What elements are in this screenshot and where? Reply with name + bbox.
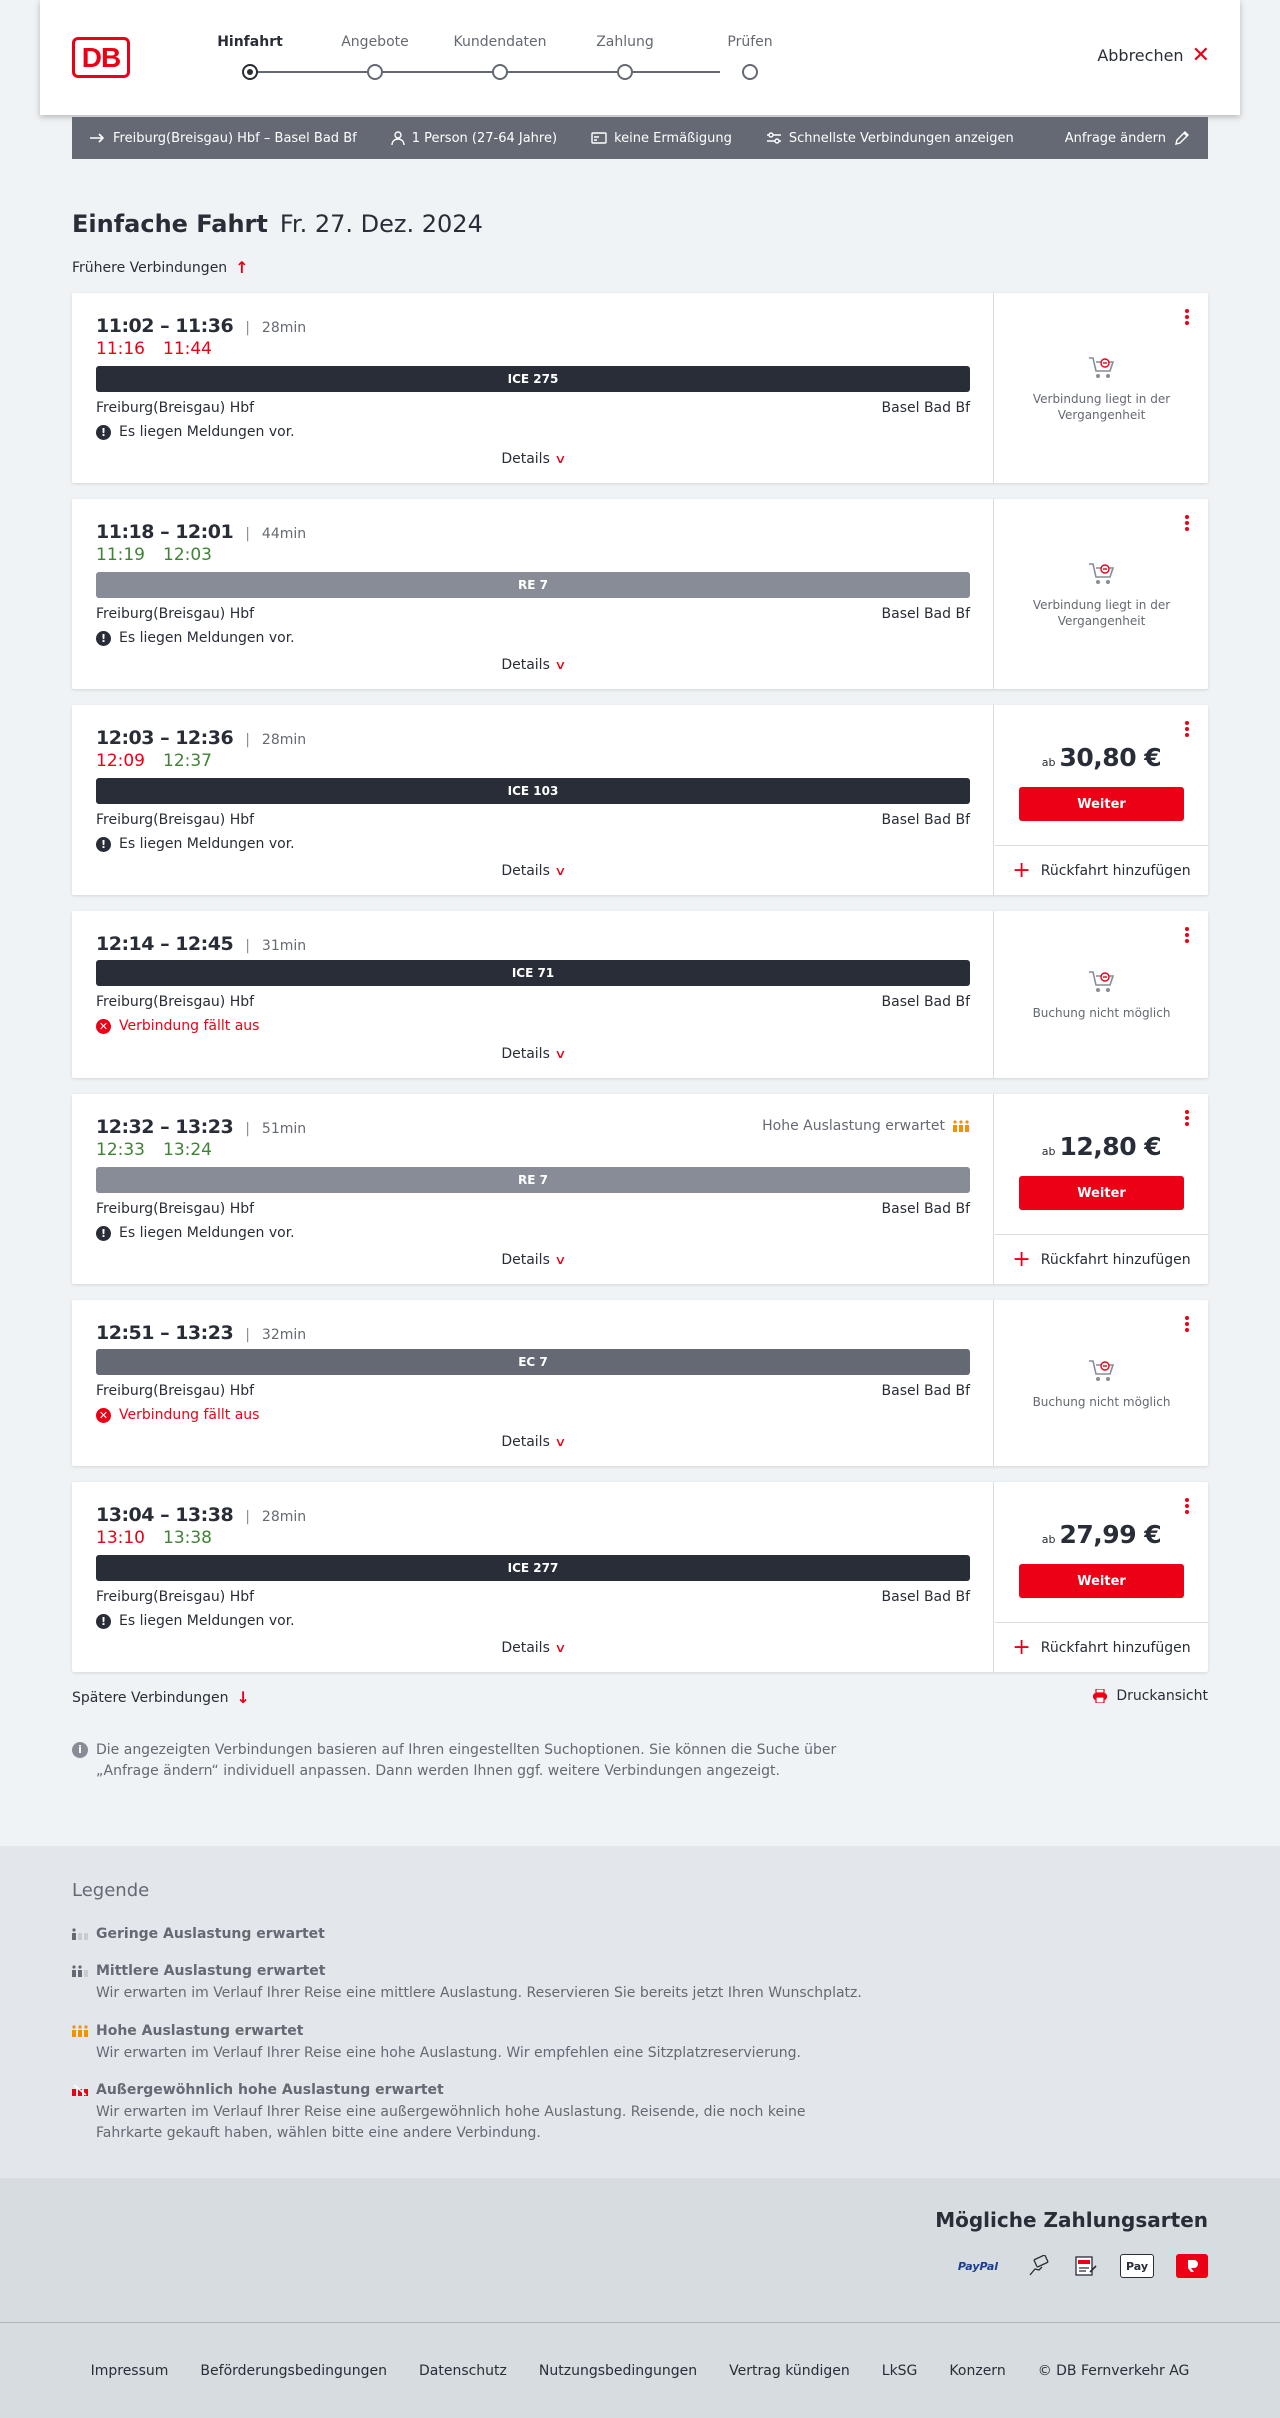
exclamation-icon: ! [96, 631, 111, 646]
edit-label: Anfrage ändern [1064, 130, 1166, 146]
step-dot-active [242, 64, 258, 80]
return-label: Rückfahrt hinzufügen [1040, 862, 1191, 879]
details-toggle[interactable] [72, 863, 994, 879]
offer-panel [995, 499, 1208, 689]
message [96, 836, 295, 852]
connection-times [96, 1322, 306, 1344]
connection-info [72, 499, 994, 689]
details-label: Details [501, 657, 550, 673]
train-bar[interactable]: RE 7 [96, 1167, 970, 1193]
booking-stepper [210, 32, 773, 82]
connection-info [72, 1482, 994, 1672]
to-station: Basel Bad Bf [881, 1383, 970, 1399]
pencil-icon [1174, 130, 1190, 146]
step-kundendaten[interactable] [450, 32, 550, 52]
summary-discount [591, 131, 732, 146]
db-logo[interactable]: DB [72, 37, 130, 78]
cancel-button[interactable] [1097, 42, 1210, 68]
train-bar[interactable]: RE 7 [96, 572, 970, 598]
trip-date: Fr. 27. Dez. 2024 [279, 210, 483, 238]
applepay-icon [1120, 2254, 1154, 2278]
footer-link-befoerderungsbedingungen[interactable]: Beförderungsbedingungen [200, 2362, 387, 2379]
offer-panel [995, 1482, 1208, 1672]
price [995, 743, 1208, 772]
message [96, 1225, 295, 1241]
separator: | [245, 938, 250, 954]
message [96, 1613, 295, 1629]
connection-info [72, 1300, 994, 1466]
arrow-down-icon: ↓ [236, 1688, 250, 1707]
legend-item-desc: Wir erwarten im Verlauf Ihrer Reise eine hohe Auslastung. Wir empfehlen eine Sitzplatzreservierung. [96, 2045, 801, 2061]
later-label: Spätere Verbindungen [72, 1689, 229, 1706]
connection-times [96, 727, 306, 749]
realtime-times [96, 545, 212, 565]
legend-item-medium [72, 1963, 872, 2004]
continue-button[interactable]: Weiter [1019, 1564, 1184, 1598]
details-label: Details [501, 863, 550, 879]
add-return-button[interactable] [995, 1234, 1208, 1284]
price-prefix: ab [1041, 1533, 1056, 1546]
more-options-icon[interactable] [1182, 1496, 1192, 1516]
realtime-departure: 11:16 [96, 339, 145, 359]
details-label: Details [501, 1046, 550, 1062]
step-zahlung[interactable] [575, 32, 675, 52]
realtime-times [96, 751, 212, 771]
message-text: Es liegen Meldungen vor. [119, 630, 295, 646]
connection-times [96, 1504, 306, 1526]
separator: | [245, 1327, 250, 1343]
realtime-arrival: 11:44 [163, 339, 212, 359]
duration: 31min [261, 938, 307, 954]
legend-item-desc: Wir erwarten im Verlauf Ihrer Reise eine außergewöhnlich hohe Auslastung. Reisende, die noch keine Fahrkarte gekauft haben, wählen bitte eine andere Verbindung. [96, 2104, 806, 2141]
connection-info [72, 293, 994, 483]
page-title [72, 210, 483, 238]
to-station: Basel Bad Bf [881, 812, 970, 828]
legend-item-high [72, 2023, 872, 2064]
realtime-departure: 11:19 [96, 545, 145, 565]
connection-times [96, 1116, 306, 1138]
price-value: 30,80 € [1059, 743, 1162, 772]
payments-title: Mögliche Zahlungsarten [935, 2208, 1208, 2232]
exclamation-icon: ! [96, 425, 111, 440]
footer-link-datenschutz[interactable]: Datenschutz [418, 2362, 507, 2379]
more-options-icon[interactable] [1182, 719, 1192, 739]
realtime-times [96, 1528, 212, 1548]
arrow-right-icon [90, 133, 106, 143]
exclamation-icon: ! [96, 1226, 111, 1241]
stations [96, 1589, 970, 1605]
edit-request-button[interactable] [1065, 130, 1190, 146]
details-label: Details [501, 451, 550, 467]
load-indicator [762, 1118, 969, 1134]
creditcard-hand-icon [1028, 2254, 1052, 2278]
footer-link-vertrag-kuendigen[interactable]: Vertrag kündigen [729, 2362, 850, 2379]
info-text: Die angezeigten Verbindungen basieren auf Ihren eingestellten Suchoptionen. Sie können die Suche über „Anfrage ändern“ individuell anpassen. Dann werden Ihnen ggf. weitere Verbindungen angezeigt. [96, 1742, 837, 1779]
connection-info [72, 911, 994, 1078]
from-station: Freiburg(Breisgau) Hbf [96, 1201, 255, 1217]
earlier-connections-link[interactable] [72, 258, 249, 277]
summary-passengers [391, 131, 557, 146]
offer-panel [995, 911, 1208, 1078]
sliders-icon [766, 132, 782, 144]
scheduled-time: 12:03 – 12:36 [96, 727, 234, 749]
cart-icon [1088, 1358, 1116, 1384]
step-label: Zahlung [596, 34, 654, 50]
cancel-icon: ✕ [96, 1019, 111, 1034]
from-station: Freiburg(Breisgau) Hbf [96, 1383, 255, 1399]
price [995, 1520, 1208, 1549]
offer-panel [995, 293, 1208, 483]
cancellation-message [96, 1018, 259, 1034]
later-connections-link[interactable] [72, 1688, 250, 1707]
offer-panel [995, 1094, 1208, 1284]
footer-link-nutzungsbedingungen[interactable]: Nutzungsbedingungen [538, 2362, 698, 2379]
to-station: Basel Bad Bf [881, 1201, 970, 1217]
train-bar[interactable]: ICE 103 [96, 778, 970, 804]
message-text: Es liegen Meldungen vor. [119, 424, 295, 440]
stations [96, 1383, 970, 1399]
cart-icon [1088, 355, 1116, 381]
chevron-down-icon: ∨ [554, 1641, 567, 1655]
cancel-label: Abbrechen [1097, 46, 1184, 65]
chevron-down-icon: ∨ [554, 1435, 567, 1449]
realtime-times [96, 339, 212, 359]
message-text: Es liegen Meldungen vor. [119, 836, 295, 852]
to-station: Basel Bad Bf [881, 1589, 970, 1605]
extreme-load-icon [72, 2084, 88, 2096]
realtime-arrival: 12:03 [163, 545, 212, 565]
connection-card[interactable] [72, 1094, 1208, 1284]
cart-icon [1088, 969, 1116, 995]
step-label: Hinfahrt [217, 34, 283, 50]
from-station: Freiburg(Breisgau) Hbf [96, 1589, 255, 1605]
offer-panel [995, 1300, 1208, 1466]
separator: | [245, 732, 250, 748]
realtime-times [96, 1140, 212, 1160]
earlier-label: Frühere Verbindungen [72, 259, 228, 276]
offer-panel [995, 705, 1208, 895]
connection-card[interactable] [72, 1482, 1208, 1672]
message-text: Es liegen Meldungen vor. [119, 1225, 295, 1241]
price [995, 1132, 1208, 1161]
scheduled-time: 11:02 – 11:36 [96, 315, 234, 337]
header [40, 0, 1240, 115]
more-options-icon[interactable] [1182, 1314, 1192, 1334]
details-label: Details [501, 1640, 550, 1656]
more-options-icon[interactable] [1182, 513, 1192, 533]
payment-methods [0, 2178, 1280, 2322]
route-text: Freiburg(Breisgau) Hbf – Basel Bad Bf [113, 130, 357, 146]
return-label: Rückfahrt hinzufügen [1040, 1251, 1191, 1268]
legend-item-title: Mittlere Auslastung erwartet [96, 1963, 326, 1979]
details-toggle[interactable] [72, 1434, 994, 1450]
step-label: Prüfen [727, 34, 773, 50]
realtime-arrival: 12:37 [163, 751, 212, 771]
more-options-icon[interactable] [1182, 307, 1192, 327]
step-dot [742, 64, 758, 80]
stations [96, 812, 970, 828]
scheduled-time: 12:32 – 13:23 [96, 1116, 234, 1138]
message [96, 630, 295, 646]
duration: 32min [261, 1327, 307, 1343]
scheduled-time: 11:18 – 12:01 [96, 521, 234, 543]
details-label: Details [501, 1252, 550, 1268]
legend-item-desc: Wir erwarten im Verlauf Ihrer Reise eine mittlere Auslastung. Reservieren Sie bereits jetzt Ihren Wunschplatz. [96, 1985, 862, 2001]
status-text: Verbindung liegt in der Vergangenheit [1032, 598, 1171, 628]
exclamation-icon: ! [96, 1614, 111, 1629]
applepay-label: Pay [1125, 2259, 1149, 2273]
connection-times [96, 315, 306, 337]
footer-copyright: © DB Fernverkehr AG [1037, 2362, 1190, 2379]
price-prefix: ab [1041, 756, 1056, 769]
step-dot [492, 64, 508, 80]
to-station: Basel Bad Bf [881, 606, 970, 622]
load-text: Hohe Auslastung erwartet [762, 1118, 945, 1134]
connection-card[interactable] [72, 1300, 1208, 1466]
message-text: Es liegen Meldungen vor. [119, 1613, 295, 1629]
details-toggle[interactable] [72, 1252, 994, 1268]
message [96, 424, 295, 440]
more-options-icon[interactable] [1182, 1108, 1192, 1128]
connection-card[interactable] [72, 293, 1208, 483]
to-station: Basel Bad Bf [881, 400, 970, 416]
separator: | [245, 1121, 250, 1137]
high-load-icon [72, 2025, 88, 2037]
search-summary-bar [72, 117, 1208, 159]
unavailable-info [995, 1358, 1208, 1410]
scheduled-time: 12:51 – 13:23 [96, 1322, 234, 1344]
realtime-departure: 12:33 [96, 1140, 145, 1160]
stations [96, 994, 970, 1010]
legend-title: Legende [72, 1880, 150, 1901]
realtime-departure: 13:10 [96, 1528, 145, 1548]
footer-link-konzern[interactable]: Konzern [949, 2362, 1006, 2379]
card-icon [591, 132, 607, 144]
duration: 51min [261, 1121, 307, 1137]
details-toggle[interactable] [72, 451, 994, 467]
high-load-icon [953, 1120, 969, 1132]
from-station: Freiburg(Breisgau) Hbf [96, 812, 255, 828]
footer-link-impressum[interactable]: Impressum [90, 2362, 169, 2379]
stepper-line [250, 71, 720, 73]
legend-item-title: Geringe Auslastung erwartet [96, 1926, 325, 1942]
close-icon: ✕ [1191, 42, 1210, 68]
duration: 28min [261, 320, 307, 336]
step-dot [617, 64, 633, 80]
stations [96, 400, 970, 416]
price-value: 12,80 € [1059, 1132, 1162, 1161]
summary-route [90, 131, 357, 146]
message-text: Verbindung fällt aus [119, 1407, 260, 1423]
connection-card[interactable] [72, 705, 1208, 895]
details-label: Details [501, 1434, 550, 1450]
step-label: Angebote [341, 34, 409, 50]
connection-times [96, 933, 306, 955]
price-prefix: ab [1041, 1145, 1056, 1158]
plus-icon: + [1012, 1246, 1031, 1272]
stations [96, 1201, 970, 1217]
details-toggle[interactable] [72, 1640, 994, 1656]
unavailable-info [995, 969, 1208, 1021]
db-card-icon [1176, 2254, 1208, 2278]
legend-item-extreme [72, 2082, 872, 2144]
footer-link-lksg[interactable]: LkSG [881, 2362, 918, 2379]
step-dot [367, 64, 383, 80]
more-options-icon[interactable] [1182, 925, 1192, 945]
payment-icons [950, 2254, 1208, 2278]
passengers-text: 1 Person (27-64 Jahre) [411, 130, 558, 146]
from-station: Freiburg(Breisgau) Hbf [96, 400, 255, 416]
person-icon [391, 131, 405, 145]
print-label: Druckansicht [1116, 1688, 1208, 1704]
cancellation-message [96, 1407, 259, 1423]
low-load-icon [72, 1928, 88, 1940]
train-bar[interactable]: ICE 71 [96, 960, 970, 986]
legend-item-title: Außergewöhnlich hohe Auslastung erwartet [96, 2082, 444, 2098]
exclamation-icon: ! [96, 837, 111, 852]
return-label: Rückfahrt hinzufügen [1040, 1639, 1191, 1656]
chevron-down-icon: ∨ [554, 658, 567, 672]
realtime-arrival: 13:38 [163, 1528, 212, 1548]
separator: | [245, 320, 250, 336]
connection-card[interactable] [72, 911, 1208, 1078]
to-station: Basel Bad Bf [881, 994, 970, 1010]
trip-type: Einfache Fahrt [72, 210, 268, 238]
separator: | [245, 1509, 250, 1525]
duration: 44min [261, 526, 307, 542]
info-note [72, 1740, 852, 1782]
info-icon: i [72, 1742, 88, 1758]
print-icon [1092, 1689, 1108, 1703]
price-value: 27,99 € [1059, 1520, 1162, 1549]
chevron-down-icon: ∨ [554, 864, 567, 878]
realtime-arrival: 13:24 [163, 1140, 212, 1160]
connection-info [72, 705, 994, 895]
details-toggle[interactable] [72, 1046, 994, 1062]
plus-icon: + [1012, 1634, 1031, 1660]
plus-icon: + [1012, 857, 1031, 883]
step-pruefen[interactable] [700, 32, 800, 52]
discount-text: keine Ermäßigung [614, 130, 732, 146]
sepa-icon [1074, 2254, 1098, 2278]
cart-icon [1088, 561, 1116, 587]
paypal-icon: PayPal [957, 2259, 999, 2273]
cancel-icon: ✕ [96, 1408, 111, 1423]
step-label: Kundendaten [453, 34, 547, 50]
unavailable-info [995, 561, 1208, 629]
unavailable-info [995, 355, 1208, 423]
continue-button[interactable]: Weiter [1019, 1176, 1184, 1210]
connection-info [72, 1094, 994, 1284]
legend-item-low [72, 1926, 872, 1942]
chevron-down-icon: ∨ [554, 1047, 567, 1061]
fastest-text: Schnellste Verbindungen anzeigen [788, 130, 1014, 146]
details-toggle[interactable] [72, 657, 994, 673]
step-angebote[interactable] [325, 32, 425, 52]
realtime-departure: 12:09 [96, 751, 145, 771]
from-station: Freiburg(Breisgau) Hbf [96, 994, 255, 1010]
train-bar[interactable]: ICE 275 [96, 366, 970, 392]
step-hinfahrt[interactable] [200, 32, 300, 52]
print-view-link[interactable] [1092, 1688, 1208, 1704]
scheduled-time: 13:04 – 13:38 [96, 1504, 234, 1526]
from-station: Freiburg(Breisgau) Hbf [96, 606, 255, 622]
connection-card[interactable] [72, 499, 1208, 689]
duration: 28min [261, 1509, 307, 1525]
continue-button[interactable]: Weiter [1019, 787, 1184, 821]
add-return-button[interactable] [995, 845, 1208, 895]
message-text: Verbindung fällt aus [119, 1018, 260, 1034]
status-text: Buchung nicht möglich [1032, 1006, 1171, 1020]
train-bar[interactable]: EC 7 [96, 1349, 970, 1375]
medium-load-icon [72, 1965, 88, 1977]
chevron-down-icon: ∨ [554, 452, 567, 466]
scheduled-time: 12:14 – 12:45 [96, 933, 234, 955]
stations [96, 606, 970, 622]
chevron-down-icon: ∨ [554, 1253, 567, 1267]
legend-section [0, 1846, 1280, 2178]
train-bar[interactable]: ICE 277 [96, 1555, 970, 1581]
arrow-up-icon: ↑ [235, 258, 249, 277]
add-return-button[interactable] [995, 1622, 1208, 1672]
separator: | [245, 526, 250, 542]
footer [0, 2322, 1280, 2418]
legend-item-title: Hohe Auslastung erwartet [96, 2023, 304, 2039]
connection-times [96, 521, 306, 543]
duration: 28min [261, 732, 307, 748]
status-text: Buchung nicht möglich [1032, 1395, 1171, 1409]
status-text: Verbindung liegt in der Vergangenheit [1032, 392, 1171, 422]
summary-fastest [766, 131, 1014, 146]
